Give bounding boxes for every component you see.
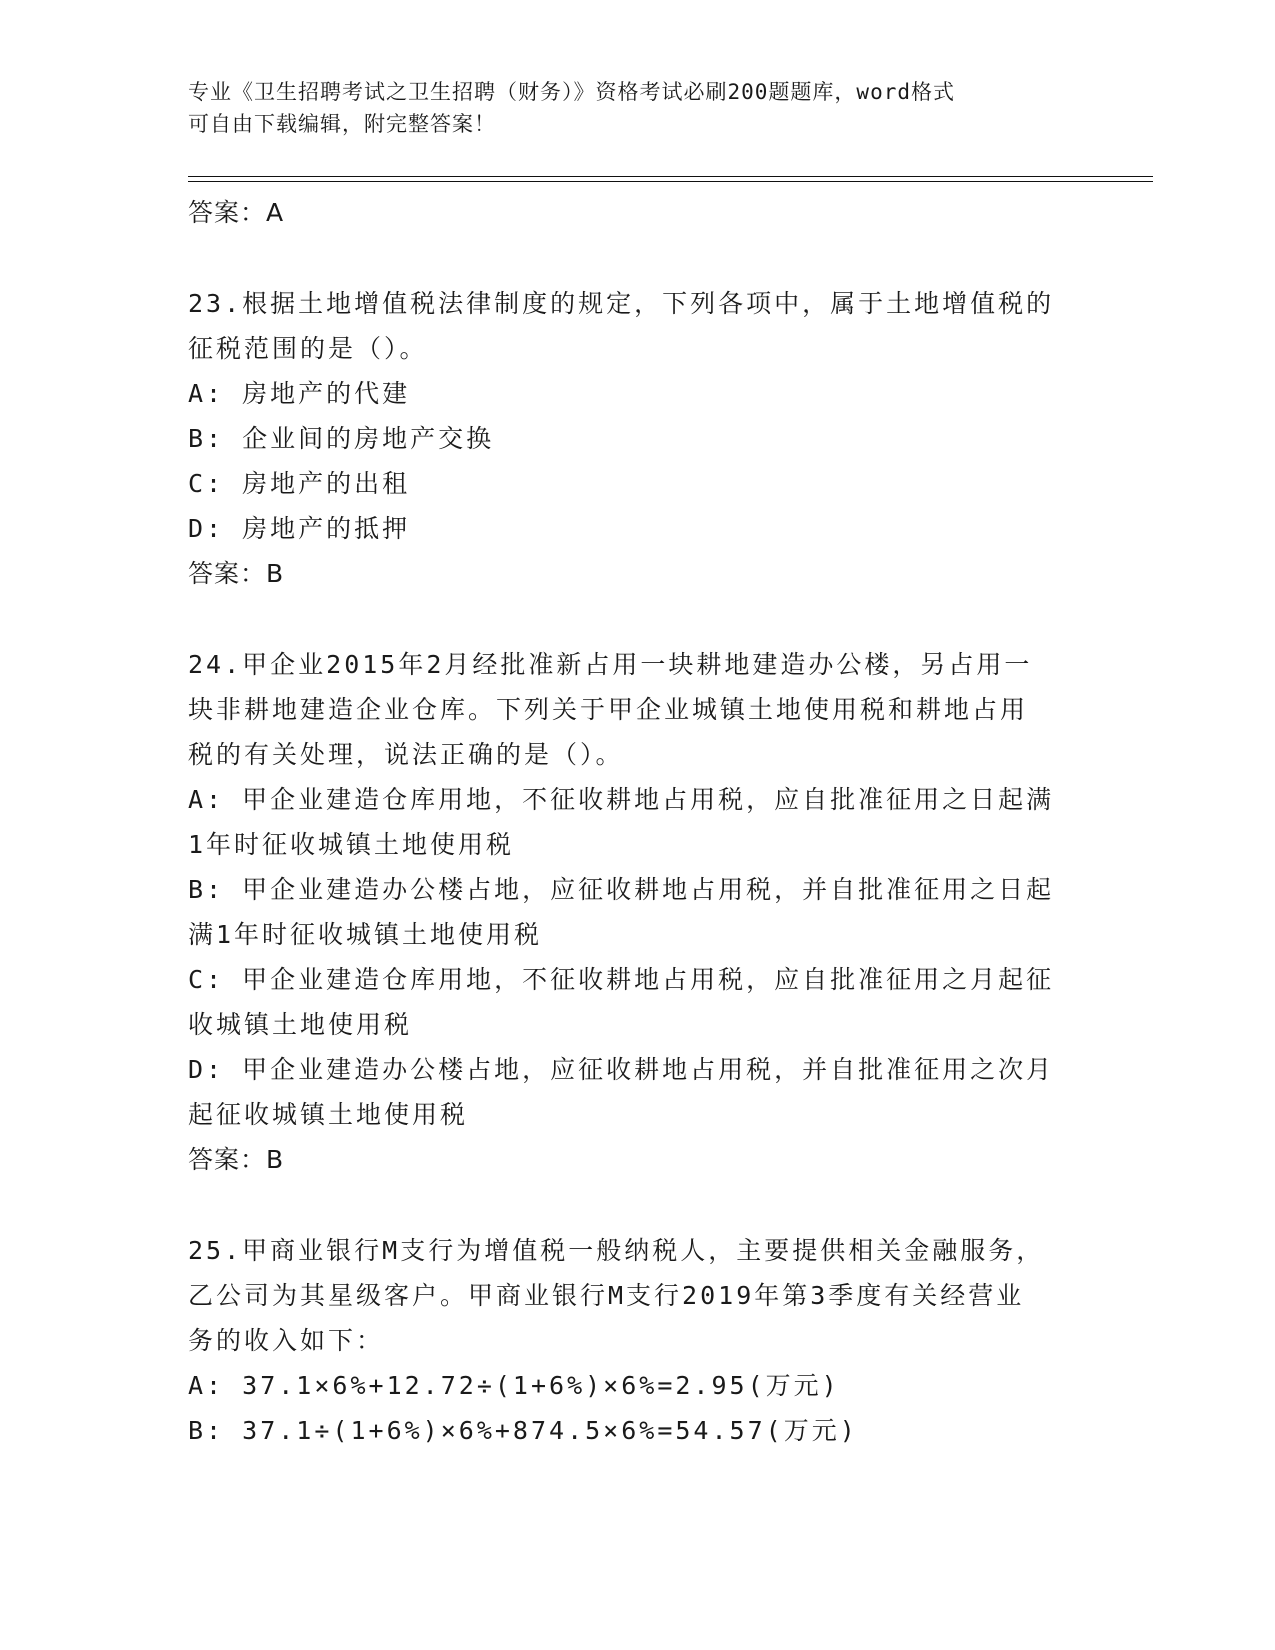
- question-stem-line: 税的有关处理，说法正确的是（）。: [188, 740, 624, 769]
- option-a: A: 甲企业建造仓库用地，不征收耕地占用税，应自批准征用之日起满: [188, 785, 1055, 814]
- question-stem-line: 块非耕地建造企业仓库。下列关于甲企业城镇土地使用税和耕地占用: [188, 695, 1029, 724]
- spacer: [188, 235, 1088, 281]
- option-a-continued: 1年时征收城镇土地使用税: [188, 830, 515, 859]
- spacer: [188, 1182, 1088, 1228]
- option-b-continued: 满1年时征收城镇土地使用税: [188, 920, 543, 949]
- option-c: C: 房地产的出租: [188, 469, 411, 498]
- option-a: A: 房地产的代建: [188, 379, 411, 408]
- header-divider-bottom: [188, 181, 1153, 182]
- option-c-continued: 收城镇土地使用税: [188, 1010, 413, 1039]
- question-stem-line: 24.甲企业2015年2月经批准新占用一块耕地建造办公楼，另占用一: [188, 650, 1033, 679]
- option-b: B: 企业间的房地产交换: [188, 424, 495, 453]
- question-stem-line: 征税范围的是（）。: [188, 334, 428, 363]
- answer-label: 答案：B: [188, 1145, 285, 1174]
- option-c: C: 甲企业建造仓库用地，不征收耕地占用税，应自批准征用之月起征: [188, 965, 1055, 994]
- question-stem-line: 23.根据土地增值税法律制度的规定，下列各项中，属于土地增值税的: [188, 289, 1055, 318]
- previous-answer: 答案：A: [188, 198, 285, 227]
- option-d-continued: 起征收城镇土地使用税: [188, 1100, 469, 1129]
- question-stem-line: 25.甲商业银行M支行为增值税一般纳税人，主要提供相关金融服务，: [188, 1236, 1045, 1265]
- option-a: A: 37.1×6%+12.72÷(1+6%)×6%=2.95(万元): [188, 1371, 840, 1400]
- page-header: [188, 76, 1068, 140]
- answer-label: 答案：B: [188, 559, 285, 588]
- question-24: [188, 642, 1088, 1182]
- question-stem-line: 乙公司为其星级客户。甲商业银行M支行2019年第3季度有关经营业: [188, 1281, 1025, 1310]
- option-d: D: 房地产的抵押: [188, 514, 411, 543]
- header-line-2: 可自由下载编辑，附完整答案！: [188, 112, 496, 136]
- header-divider-top: [188, 176, 1153, 177]
- spacer: [188, 596, 1088, 642]
- option-d: D: 甲企业建造办公楼占地，应征收耕地占用税，并自批准征用之次月: [188, 1055, 1055, 1084]
- option-b: B: 甲企业建造办公楼占地，应征收耕地占用税，并自批准征用之日起: [188, 875, 1055, 904]
- question-25: [188, 1228, 1088, 1453]
- question-stem-line: 务的收入如下：: [188, 1326, 385, 1355]
- option-b: B: 37.1÷(1+6%)×6%+874.5×6%=54.57(万元): [188, 1416, 858, 1445]
- header-line-1: 专业《卫生招聘考试之卫生招聘（财务）》资格考试必刷200题题库，word格式: [188, 80, 955, 104]
- question-23: [188, 281, 1088, 596]
- question-content: [188, 190, 1088, 1453]
